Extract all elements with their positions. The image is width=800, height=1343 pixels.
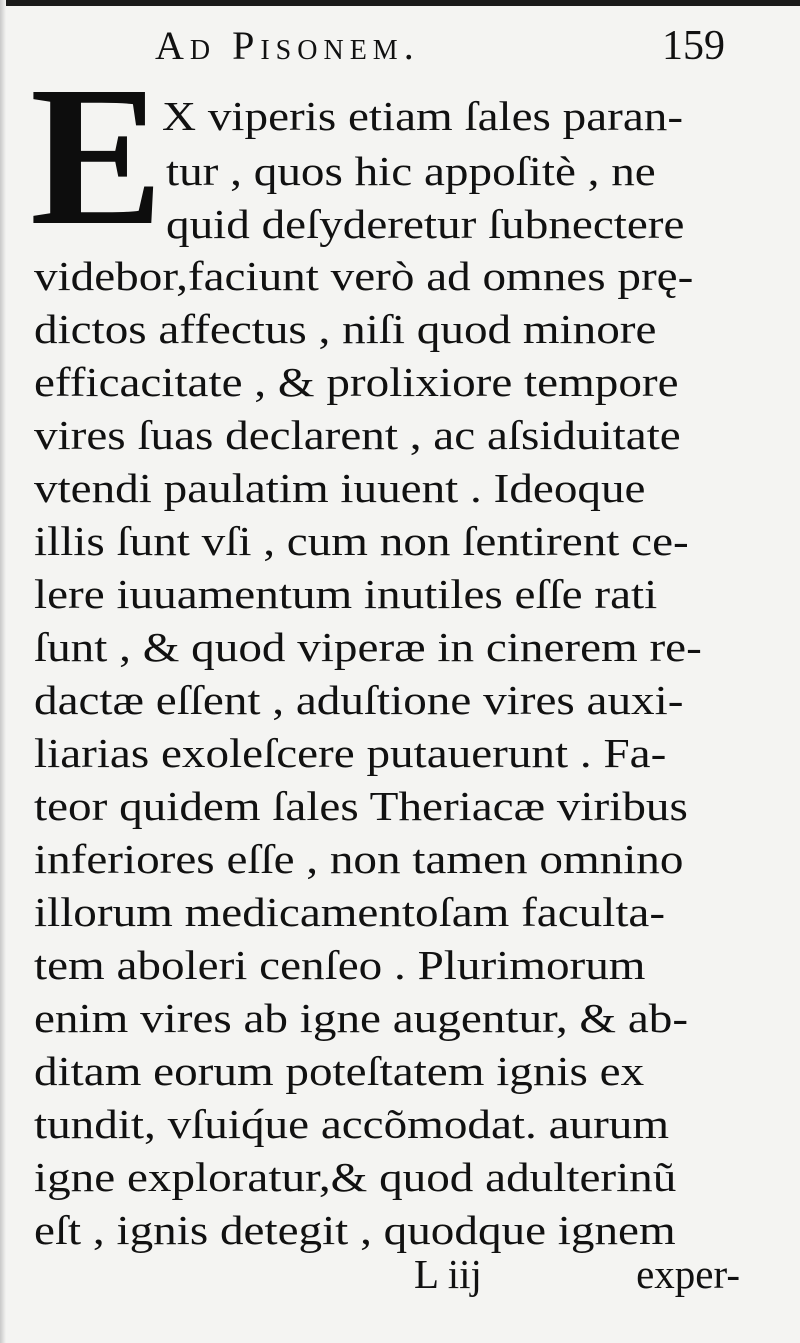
text-line: tur , quos hic appoſitè , ne (166, 148, 656, 194)
text-line: tem aboleri cenſeo . Plurimorum (34, 942, 646, 988)
text-line: lere iuuamentum inutiles eſſe rati (34, 571, 658, 617)
text-line: efficacitate , & prolixiore tempore (34, 359, 679, 405)
catchword: exper- (636, 1251, 740, 1297)
text-line: X viperis etiam ſales paran- (162, 93, 684, 139)
text-line: illis ſunt vſi , cum non ſentirent ce- (34, 518, 689, 564)
text-line: teor quidem ſales Theriacæ viribus (34, 783, 688, 829)
text-line: quid deſyderetur ſubnectere (166, 201, 685, 247)
text-line: vires ſuas declarent , ac aſsiduitate (34, 412, 681, 458)
text-line: vtendi paulatim iuuent . Ideoque (34, 465, 646, 511)
text-line: igne exploratur,& quod adulterinũ (34, 1154, 677, 1200)
text-line: inferiores eſſe , non tamen omnino (34, 836, 684, 882)
signature-mark: L iij (414, 1251, 482, 1297)
text-line: ditam eorum poteſtatem ignis ex (34, 1048, 645, 1094)
text-line: dictos affectus , niſi quod minore (34, 306, 657, 352)
text-line: eſt , ignis detegit , quodque ignem (34, 1207, 676, 1253)
text-line: tundit, vſuiq́ue accõmodat. aurum (34, 1101, 670, 1147)
text-line: videbor,faciunt verò ad omnes prę- (34, 253, 694, 299)
page-footer (0, 1250, 800, 1310)
text-line: dactæ eſſent , aduſtione vires auxi- (34, 677, 684, 723)
text-line: illorum medicamentoſam faculta- (34, 889, 666, 935)
running-head: Ad Pisonem. (155, 23, 420, 68)
text-line: enim vires ab igne augentur, & ab- (34, 995, 689, 1041)
page-number: 159 (662, 23, 725, 69)
drop-cap-initial: E (30, 46, 164, 267)
text-line: liarias exoleſcere putauerunt . Fa- (34, 730, 667, 776)
text-line: ſunt , & quod viperæ in cinerem re- (34, 624, 702, 670)
